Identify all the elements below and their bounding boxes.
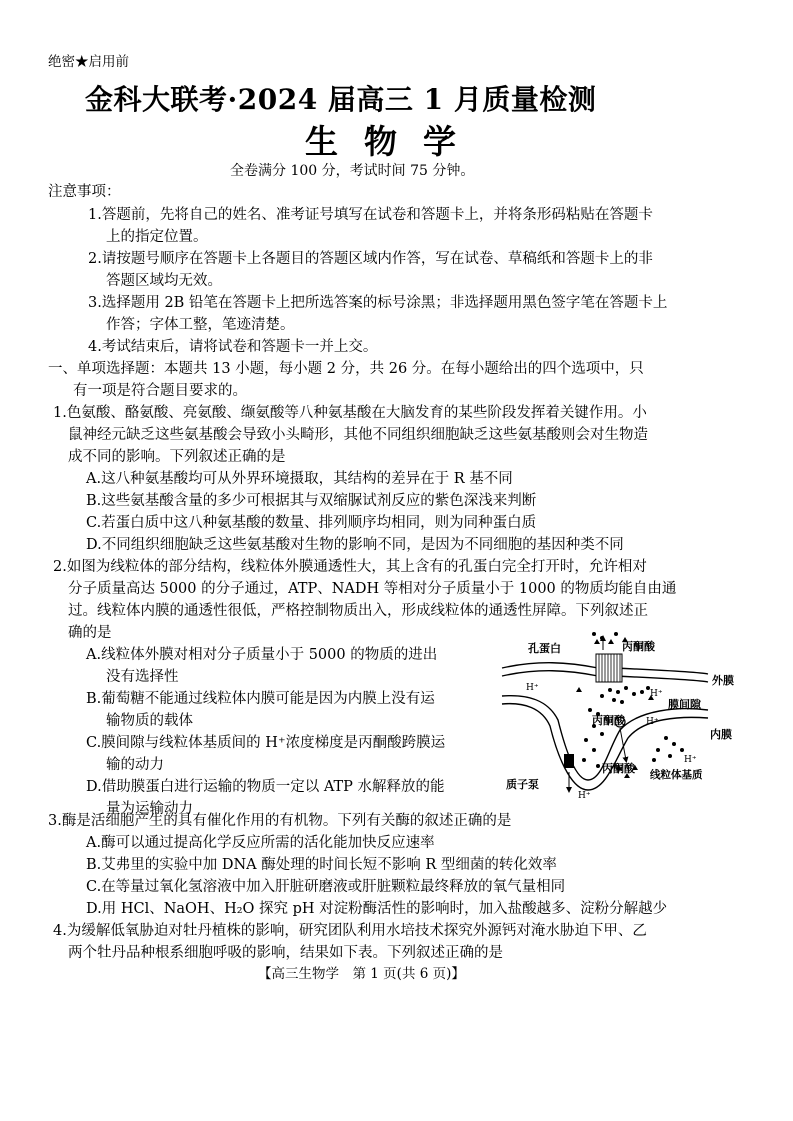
q2-stem-3: 过。线粒体内膜的通透性很低，严格控制物质出入，形成线粒体的通透性屏障。下列叙述正 [68, 603, 648, 619]
label-outer-membrane: 外膜 [712, 674, 734, 687]
label-intermembrane-space: 膜间隙 [668, 698, 701, 711]
exam-title: 金科大联考·2024 届高三 1 月质量检测 [85, 83, 597, 116]
section-heading: 一、单项选择题：本题共 13 小题，每小题 2 分，共 26 分。在每小题给出的四个选项中，只 [48, 361, 644, 377]
notice-item-4: 4.考试结束后，请将试卷和答题卡一并上交。 [88, 339, 378, 355]
q3-option-b: B.艾弗里的实验中加 DNA 酶处理的时间长短不影响 R 型细菌的转化效率 [86, 857, 557, 873]
q3-option-c: C.在等量过氧化氢溶液中加入肝脏研磨液或肝脏颗粒最终释放的氧气量相同 [86, 879, 566, 895]
label-pyruvate-mid: 丙酮酸 [592, 714, 625, 727]
q2-stem-1: 2.如图为线粒体的部分结构，线粒体外膜通透性大，其上含有的孔蛋白完全打开时，允许相对 [53, 559, 647, 575]
secret-label: 绝密★启用前 [48, 54, 129, 70]
proton-pump-icon [564, 754, 574, 768]
label-h-ion-3: H⁺ [646, 717, 659, 727]
q4-stem-2: 两个牡丹品种根系细胞呼吸的影响，结果如下表。下列叙述正确的是 [68, 945, 503, 961]
label-h-ion-4: H⁺ [684, 755, 697, 765]
notice-heading: 注意事项： [48, 184, 121, 200]
q2-option-c: C.膜间隙与线粒体基质间的 H⁺浓度梯度是丙酮酸跨膜运 [86, 735, 446, 751]
label-h-ion-5: H⁺ [578, 791, 591, 801]
q1-stem-1: 1.色氨酸、酪氨酸、亮氨酸、缬氨酸等八种氨基酸在大脑发育的某些阶段发挥着关键作用。小 [53, 405, 647, 421]
q4-stem-1: 4.为缓解低氧胁迫对牡丹植株的影响，研究团队利用水培技术探究外源钙对淹水胁迫下甲、乙 [53, 923, 647, 939]
q2-option-c-cont: 输的动力 [106, 757, 164, 773]
q2-option-d-cont: 量为运输动力 [106, 801, 193, 817]
q2-option-d: D.借助膜蛋白进行运输的物质一定以 ATP 水解释放的能 [86, 779, 445, 795]
q3-stem: 3.酶是活细胞产生的具有催化作用的有机物。下列有关酶的叙述正确的是 [48, 813, 512, 829]
notice-item-3-cont: 作答；字体工整，笔迹清楚。 [106, 317, 295, 333]
label-porin: 孔蛋白 [528, 642, 561, 655]
q3-option-d: D.用 HCl、NaOH、H₂O 探究 pH 对淀粉酶活性的影响时，加入盐酸越多、淀粉分解越少 [86, 901, 668, 917]
label-h-ion-2: H⁺ [650, 689, 663, 699]
q2-option-b-cont: 输物质的载体 [106, 713, 193, 729]
full-score-note: 全卷满分 100 分，考试时间 75 分钟。 [230, 163, 475, 179]
q2-option-b: B.葡萄糖不能通过线粒体内膜可能是因为内膜上没有运 [86, 691, 435, 707]
label-h-ion-1: H⁺ [526, 683, 539, 693]
q2-option-a-cont: 没有选择性 [106, 669, 179, 685]
label-pyruvate-bottom: 丙酮酸 [602, 762, 635, 775]
porin-channel [596, 654, 622, 682]
q1-option-c: C.若蛋白质中这八种氨基酸的数量、排列顺序均相同，则为同种蛋白质 [86, 515, 537, 531]
q2-option-a: A.线粒体外膜对相对分子质量小于 5000 的物质的进出 [86, 647, 438, 663]
page-footer: 【高三生物学 第 1 页(共 6 页)】 [258, 966, 465, 982]
subject-title: 生物学 [305, 122, 482, 161]
q2-stem-2: 分子质量高达 5000 的分子通过，ATP、NADH 等相对分子质量小于 1000 的物质均能自由通 [68, 581, 677, 597]
label-inner-membrane: 内膜 [710, 728, 732, 741]
section-heading-cont: 有一项是符合题目要求的。 [73, 383, 247, 399]
notice-item-1-cont: 上的指定位置。 [106, 229, 208, 245]
notice-item-1: 1.答题前，先将自己的姓名、准考证号填写在试卷和答题卡上，并将条形码粘贴在答题卡 [88, 207, 653, 223]
q2-stem-4: 确的是 [68, 625, 112, 641]
q1-stem-3: 成不同的影响。下列叙述正确的是 [68, 449, 286, 465]
label-matrix: 线粒体基质 [650, 769, 703, 781]
q1-option-d: D.不同组织细胞缺乏这些氨基酸对生物的影响不同，是因为不同细胞的基因种类不同 [86, 537, 624, 553]
notice-item-2: 2.请按题号顺序在答题卡上各题目的答题区域内作答，写在试卷、草稿纸和答题卡上的非 [88, 251, 653, 267]
q1-option-b: B.这些氨基酸含量的多少可根据其与双缩脲试剂反应的紫色深浅来判断 [86, 493, 537, 509]
q1-stem-2: 鼠神经元缺乏这些氨基酸会导致小头畸形，其他不同组织细胞缺乏这些氨基酸则会对生物造 [68, 427, 648, 443]
mitochondria-figure [498, 630, 746, 810]
label-proton-pump: 质子泵 [506, 778, 539, 791]
label-pyruvate-top: 丙酮酸 [622, 640, 655, 653]
q3-option-a: A.酶可以通过提高化学反应所需的活化能加快反应速率 [86, 835, 435, 851]
notice-item-2-cont: 答题区域均无效。 [106, 273, 222, 289]
q1-option-a: A.这八种氨基酸均可从外界环境摄取，其结构的差异在于 R 基不同 [86, 471, 513, 487]
notice-item-3: 3.选择题用 2B 铅笔在答题卡上把所选答案的标号涂黑；非选择题用黑色签字笔在答题卡上 [88, 295, 668, 311]
